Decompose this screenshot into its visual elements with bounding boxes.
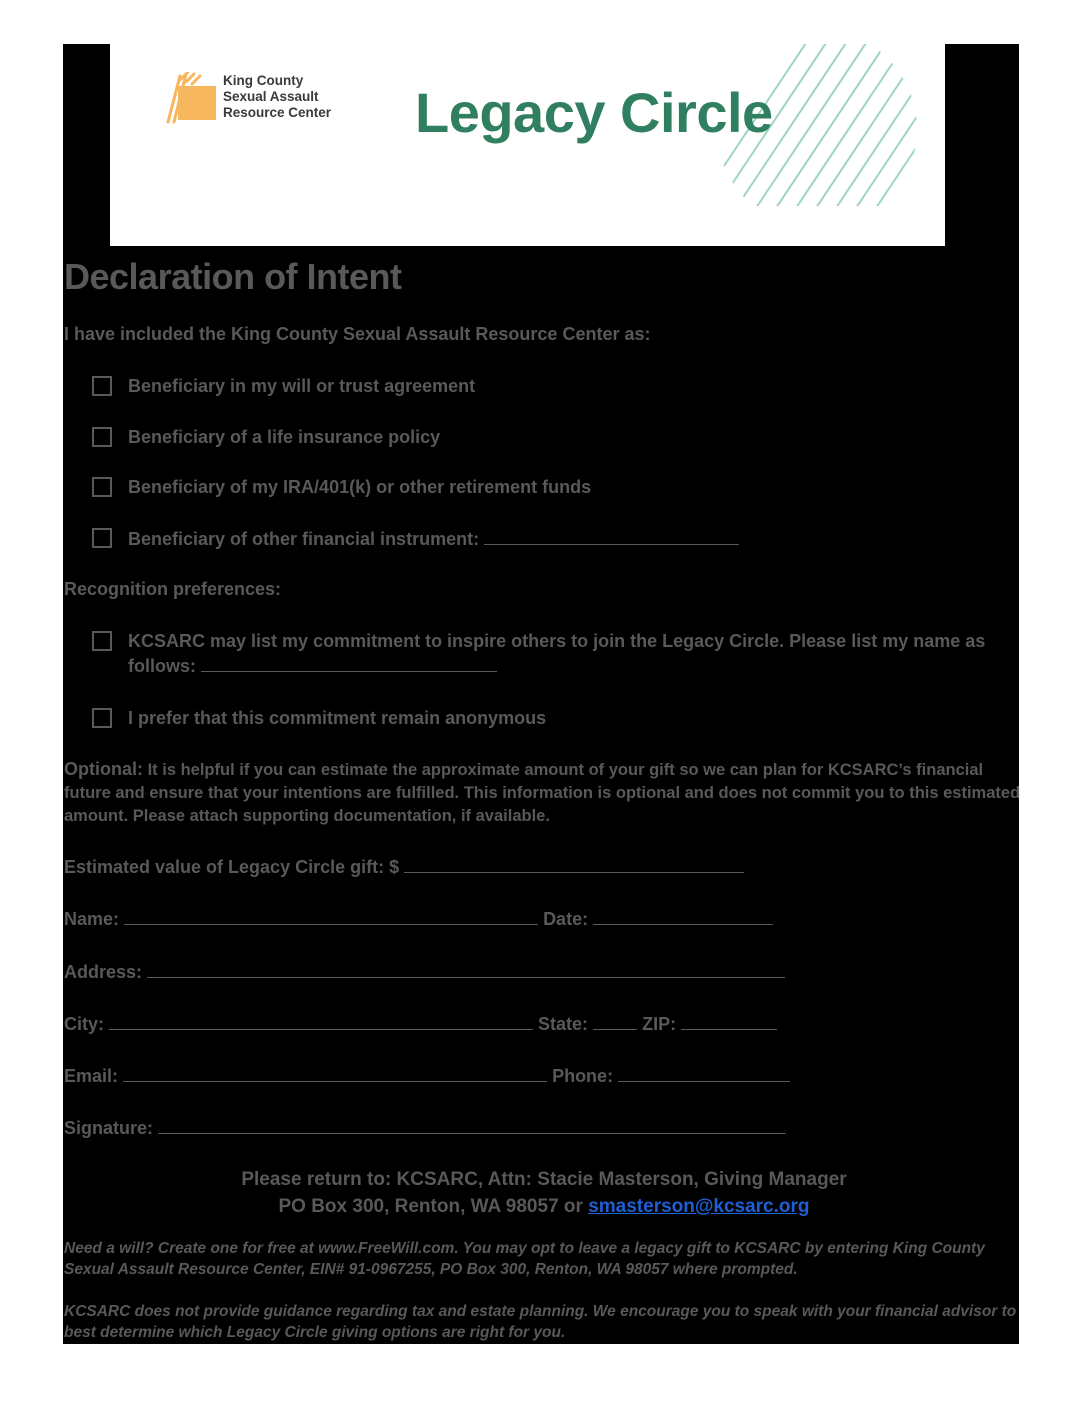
option-label: Beneficiary of a life insurance policy (128, 427, 441, 447)
return-instructions (64, 1166, 1024, 1220)
option-label (128, 526, 739, 551)
form-title: Declaration of Intent (64, 256, 402, 297)
estimated-value-label: Estimated value of Legacy Circle gift: $ (64, 857, 400, 877)
email-label: Email: (64, 1066, 119, 1086)
city-state-zip-row (64, 1011, 777, 1035)
option-label (128, 629, 1008, 678)
checkbox[interactable] (92, 528, 112, 548)
org-name-line-1: King County (223, 73, 304, 88)
return-email-link[interactable]: smasterson@kcsarc.org (588, 1196, 810, 1217)
signature-row (64, 1115, 786, 1139)
org-name-line-3: Resource Center (223, 105, 332, 120)
checkbox[interactable] (92, 427, 112, 447)
program-title: Legacy Circle (415, 81, 773, 144)
name-label: Name: (64, 909, 120, 929)
signature-label: Signature: (64, 1118, 154, 1138)
phone-label: Phone: (552, 1066, 614, 1086)
checkbox[interactable] (92, 376, 112, 396)
return-address: PO Box 300, Renton, WA 98057 or (278, 1196, 589, 1217)
date-field[interactable] (593, 906, 773, 925)
recognition-heading: Recognition preferences: (64, 579, 282, 599)
state-label: State: (538, 1014, 589, 1034)
email-field[interactable] (123, 1063, 547, 1082)
city-label: City: (64, 1014, 104, 1034)
other-instrument-field[interactable] (484, 526, 739, 545)
address-label: Address: (64, 962, 143, 982)
org-name-line-2: Sexual Assault (223, 89, 319, 104)
tax-disclaimer-note: KCSARC does not provide guidance regarding tax and estate planning. We encourage you to speak with your financial advisor to best determine which Legacy Circle giving options are right for you. (64, 1303, 1017, 1341)
form-lead-text: I have included the King County Sexual Assault Resource Center as: (64, 324, 651, 344)
checkbox[interactable] (92, 477, 112, 497)
zip-label: ZIP: (642, 1014, 677, 1034)
phone-field[interactable] (618, 1063, 790, 1082)
option-label: Beneficiary of my IRA/401(k) or other retirement funds (128, 477, 592, 497)
name-field[interactable] (124, 906, 538, 925)
city-field[interactable] (109, 1011, 533, 1030)
zip-field[interactable] (681, 1011, 777, 1030)
signature-field[interactable] (158, 1115, 786, 1134)
option-label-text: KCSARC may list my commitment to inspire others to join the Legacy Circle. Please list my name as follows: (128, 631, 986, 676)
checkbox[interactable] (92, 708, 112, 728)
return-line-2 (64, 1193, 1024, 1220)
estimated-value-field[interactable] (404, 854, 744, 873)
address-row (64, 959, 785, 983)
state-field[interactable] (593, 1011, 637, 1030)
option-label: I prefer that this commitment remain anonymous (128, 708, 547, 728)
optional-label: Optional: (64, 759, 143, 779)
name-date-row (64, 906, 773, 930)
header-banner (110, 44, 945, 246)
listed-name-field[interactable] (201, 653, 497, 672)
email-phone-row (64, 1063, 790, 1087)
option-label: Beneficiary in my will or trust agreement (128, 376, 476, 396)
checkbox[interactable] (92, 631, 112, 651)
kcsarc-sun-logo-icon (166, 72, 218, 124)
freewill-note: Need a will? Create one for free at www.FreeWill.com. You may opt to leave a legacy gift to KCSARC by entering King County Sexual Assault Resource Center, EIN# 91-0967255, PO Box 300, Renton, WA 98057 where prompted. (64, 1240, 985, 1278)
address-field[interactable] (147, 959, 785, 978)
org-name (223, 73, 331, 121)
optional-text: It is helpful if you can estimate the approximate amount of your gift so we can plan for KCSARC’s financial future and ensure that your intentions are fulfilled. This information is optional and does not commit you to this estimated amount. Please attach supporting documentation, if available. (64, 761, 1021, 825)
estimated-value-row (64, 854, 744, 878)
date-label: Date: (543, 909, 589, 929)
optional-paragraph (64, 758, 1024, 828)
option-label-text: Beneficiary of other financial instrument: (128, 529, 480, 549)
return-line-1: Please return to: KCSARC, Attn: Stacie Masterson, Giving Manager (241, 1169, 847, 1190)
